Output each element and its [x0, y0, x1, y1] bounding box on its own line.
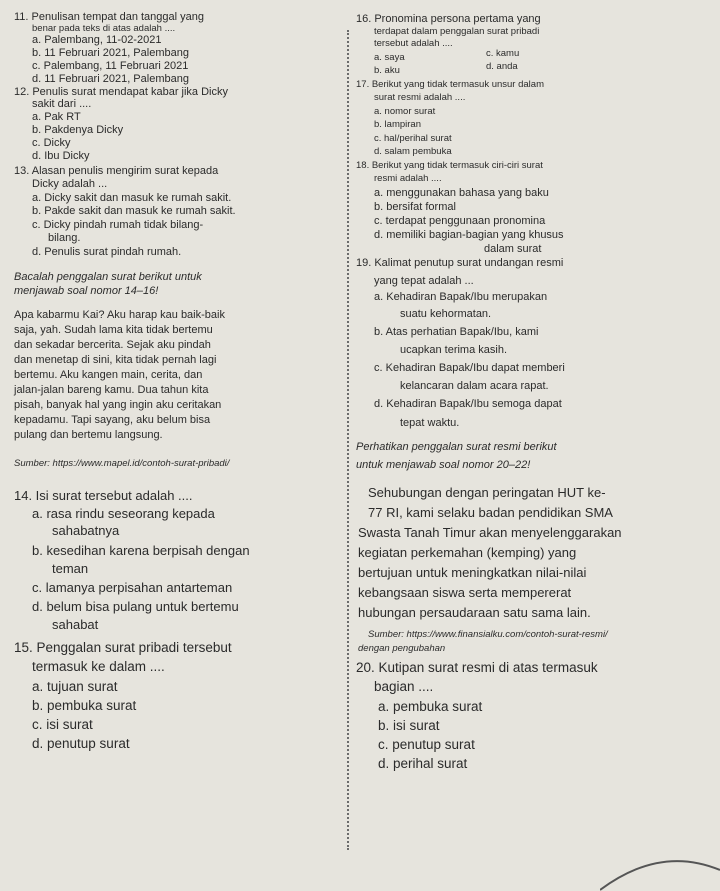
- q17-option-a[interactable]: a. nomor surat: [374, 106, 436, 117]
- q11-stem-line1: 11. Penulisan tempat dan tanggal yang: [14, 11, 204, 23]
- q13-option-c-line1[interactable]: c. Dicky pindah rumah tidak bilang-: [32, 219, 204, 231]
- q13-option-d[interactable]: d. Penulis surat pindah rumah.: [32, 246, 182, 258]
- q20-option-b[interactable]: b. isi surat: [378, 718, 440, 733]
- q11-option-a[interactable]: a. Palembang, 11-02-2021: [32, 34, 162, 46]
- q20-stem-line2: bagian ....: [374, 679, 434, 694]
- q14-option-b-line1[interactable]: b. kesedihan karena berpisah dengan: [32, 543, 250, 558]
- q16-option-b[interactable]: b. aku: [374, 65, 400, 76]
- q15-option-c[interactable]: c. isi surat: [32, 717, 93, 732]
- q18-option-c[interactable]: c. terdapat penggunaan pronomina: [374, 215, 546, 227]
- letter-line: 77 RI, kami selaku badan pendidikan SMA: [368, 505, 613, 520]
- q14-stem: 14. Isi surat tersebut adalah ....: [14, 488, 193, 503]
- letter-line: bertemu. Aku kangen main, cerita, dan: [14, 369, 203, 381]
- q14-option-d-line1[interactable]: d. belum bisa pulang untuk bertemu: [32, 599, 239, 614]
- letter-line: dan sekadar bercerita. Sejak aku pindah: [14, 339, 211, 351]
- q13-option-a[interactable]: a. Dicky sakit dan masuk ke rumah sakit.: [32, 192, 232, 204]
- q17-stem-line2: surat resmi adalah ....: [374, 92, 466, 103]
- page-curl-mark: [600, 850, 720, 891]
- letter-line: jalan-jalan bareng kamu. Dua tahun kita: [14, 384, 209, 396]
- q17-option-c[interactable]: c. hal/perihal surat: [374, 133, 452, 144]
- q15-stem-line2: termasuk ke dalam ....: [32, 659, 165, 674]
- q15-stem-line1: 15. Penggalan surat pribadi tersebut: [14, 640, 232, 655]
- q19-option-b-line2: ucapkan terima kasih.: [400, 344, 507, 356]
- q16-stem-line1: 16. Pronomina persona pertama yang: [356, 13, 541, 25]
- q12-stem-line1: 12. Penulis surat mendapat kabar jika Dicky: [14, 86, 228, 98]
- q13-stem-line2: Dicky adalah ...: [32, 178, 108, 190]
- letter-line: pisah, banyak hal yang ingin aku ceritakan: [14, 399, 222, 411]
- letter-line: saja, yah. Sudah lama kita tidak bertemu: [14, 324, 213, 336]
- q19-option-c-line1[interactable]: c. Kehadiran Bapak/Ibu dapat memberi: [374, 362, 565, 374]
- instruction-20-22-line2: untuk menjawab soal nomor 20–22!: [356, 459, 531, 471]
- q16-option-a[interactable]: a. saya: [374, 52, 405, 63]
- source-citation: Sumber: https://www.mapel.id/contoh-surat-pribadi/: [14, 458, 230, 469]
- q18-option-a[interactable]: a. menggunakan bahasa yang baku: [374, 187, 549, 199]
- q16-option-c[interactable]: c. kamu: [486, 48, 520, 59]
- letter-line: bertujuan untuk meningkatkan nilai-nilai: [358, 565, 587, 580]
- q19-option-d-line2: tepat waktu.: [400, 417, 460, 429]
- q12-option-a[interactable]: a. Pak RT: [32, 111, 81, 123]
- column-divider: [347, 30, 349, 850]
- letter-line: hubungan persaudaraan satu sama lain.: [358, 605, 591, 620]
- q20-option-a[interactable]: a. pembuka surat: [378, 699, 483, 714]
- q14-option-b-line2: teman: [52, 561, 89, 576]
- q14-option-c[interactable]: c. lamanya perpisahan antarteman: [32, 580, 233, 595]
- q12-option-b[interactable]: b. Pakdenya Dicky: [32, 124, 124, 136]
- q13-option-b[interactable]: b. Pakde sakit dan masuk ke rumah sakit.: [32, 205, 236, 217]
- q15-option-b[interactable]: b. pembuka surat: [32, 698, 137, 713]
- letter-line: Swasta Tanah Timur akan menyelenggarakan: [358, 525, 622, 540]
- letter-line: kepadamu. Tapi sayang, aku belum bisa: [14, 414, 211, 426]
- q16-stem-line2: terdapat dalam penggalan surat pribadi: [374, 26, 540, 37]
- letter-line: Apa kabarmu Kai? Aku harap kau baik-baik: [14, 309, 225, 321]
- q17-stem-line1: 17. Berikut yang tidak termasuk unsur dalam: [356, 79, 544, 90]
- q15-option-a[interactable]: a. tujuan surat: [32, 679, 118, 694]
- letter-line: Sehubungan dengan peringatan HUT ke-: [368, 485, 606, 500]
- q13-stem-line1: 13. Alasan penulis mengirim surat kepada: [14, 165, 219, 177]
- q16-option-d[interactable]: d. anda: [486, 61, 518, 72]
- q18-stem-line2: resmi adalah ....: [374, 173, 442, 184]
- source-citation-line1: Sumber: https://www.finansialku.com/contoh-surat-resmi/: [368, 629, 608, 640]
- q19-option-a-line1[interactable]: a. Kehadiran Bapak/Ibu merupakan: [374, 291, 548, 303]
- q11-stem-line2: benar pada teks di atas adalah ....: [32, 23, 176, 34]
- letter-line: pulang dan bertemu langsung.: [14, 429, 163, 441]
- letter-line: kebangsaan siswa serta mempererat: [358, 585, 572, 600]
- q16-stem-line3: tersebut adalah ....: [374, 38, 453, 49]
- instruction-14-16-line2: menjawab soal nomor 14–16!: [14, 285, 159, 297]
- q12-option-c[interactable]: c. Dicky: [32, 137, 71, 149]
- q20-option-d[interactable]: d. perihal surat: [378, 756, 468, 771]
- q12-option-d[interactable]: d. Ibu Dicky: [32, 150, 90, 162]
- q18-option-d-line1[interactable]: d. memiliki bagian-bagian yang khusus: [374, 229, 564, 241]
- q19-option-b-line1[interactable]: b. Atas perhatian Bapak/Ibu, kami: [374, 326, 539, 338]
- q20-stem-line1: 20. Kutipan surat resmi di atas termasuk: [356, 660, 598, 675]
- source-citation-line2: dengan pengubahan: [358, 643, 446, 654]
- q14-option-a-line1[interactable]: a. rasa rindu seseorang kepada: [32, 506, 215, 521]
- q13-option-c-line2: bilang.: [48, 232, 81, 244]
- q17-option-b[interactable]: b. lampiran: [374, 119, 421, 130]
- q20-option-c[interactable]: c. penutup surat: [378, 737, 475, 752]
- q19-option-a-line2: suatu kehormatan.: [400, 308, 492, 320]
- q14-option-d-line2: sahabat: [52, 617, 99, 632]
- q11-option-d[interactable]: d. 11 Februari 2021, Palembang: [32, 73, 189, 85]
- q12-stem-line2: sakit dari ....: [32, 98, 92, 110]
- q19-option-c-line2: kelancaran dalam acara rapat.: [400, 380, 549, 392]
- q18-option-b[interactable]: b. bersifat formal: [374, 201, 456, 213]
- q18-stem-line1: 18. Berikut yang tidak termasuk ciri-ciri surat: [356, 160, 543, 171]
- q17-option-d[interactable]: d. salam pembuka: [374, 146, 452, 157]
- letter-line: dan menetap di sini, kita tidak pernah lagi: [14, 354, 217, 366]
- q11-option-b[interactable]: b. 11 Februari 2021, Palembang: [32, 47, 189, 59]
- q18-option-d-line2: dalam surat: [484, 243, 542, 255]
- letter-line: kegiatan perkemahan (kemping) yang: [358, 545, 577, 560]
- q11-option-c[interactable]: c. Palembang, 11 Februari 2021: [32, 60, 189, 72]
- q19-stem-line1: 19. Kalimat penutup surat undangan resmi: [356, 257, 564, 269]
- q19-stem-line2: yang tepat adalah ...: [374, 275, 474, 287]
- q14-option-a-line2: sahabatnya: [52, 523, 120, 538]
- q19-option-d-line1[interactable]: d. Kehadiran Bapak/Ibu semoga dapat: [374, 398, 562, 410]
- instruction-14-16-line1: Bacalah penggalan surat berikut untuk: [14, 271, 202, 283]
- q15-option-d[interactable]: d. penutup surat: [32, 736, 130, 751]
- instruction-20-22-line1: Perhatikan penggalan surat resmi berikut: [356, 441, 557, 453]
